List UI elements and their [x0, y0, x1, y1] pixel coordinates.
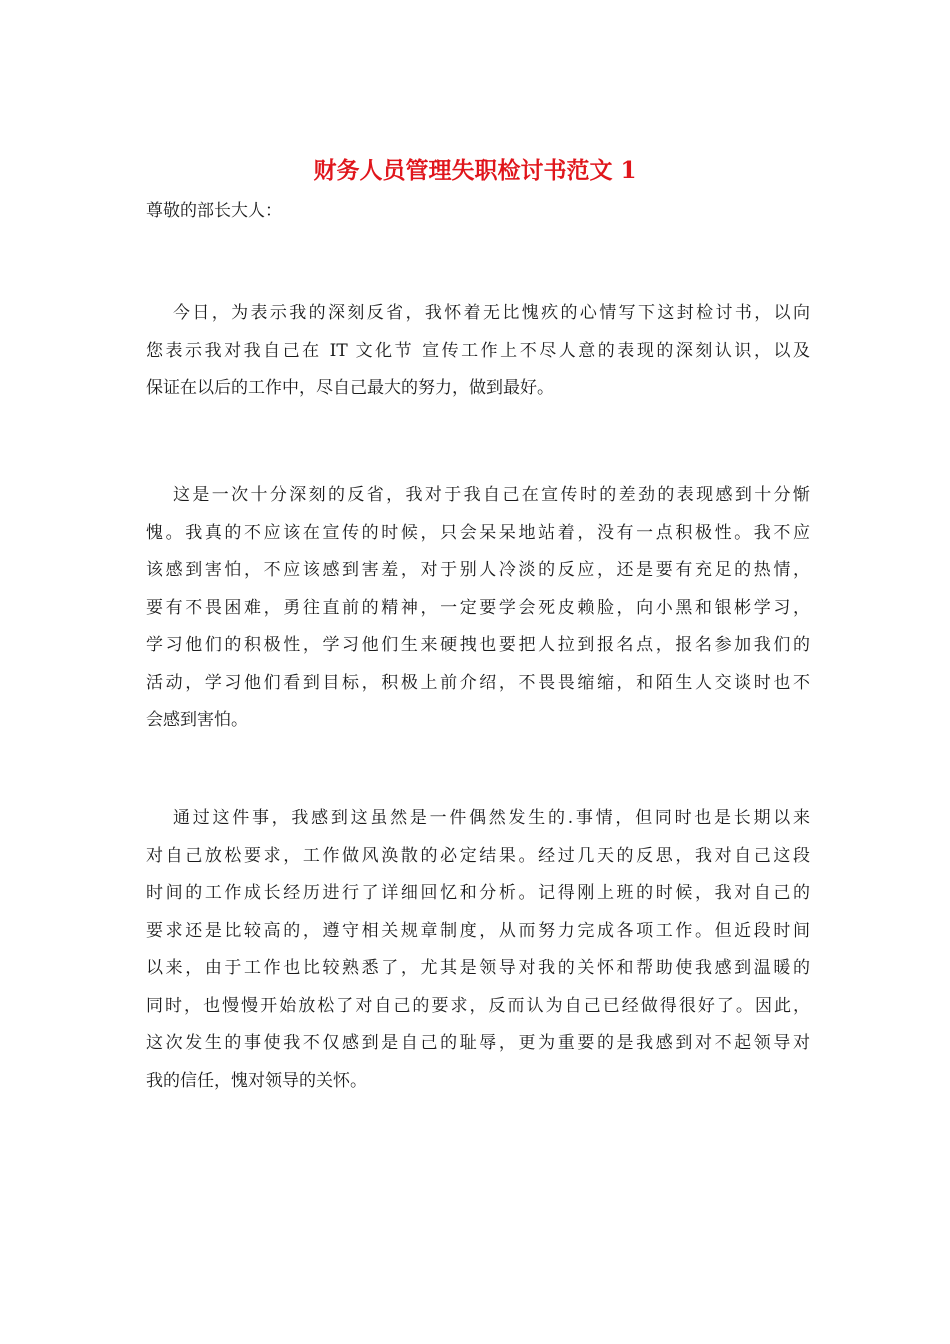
- salutation: 尊敬的部长大人：: [146, 201, 282, 221]
- document-title: 财务人员管理失职检讨书范文 1: [313, 157, 637, 184]
- paragraph-line: 活动，学习他们看到目标，积极上前介绍，不畏畏缩缩，和陌生人交谈时也不: [146, 672, 810, 693]
- paragraph-1: [146, 295, 810, 408]
- paragraph-line: 对自己放松要求，工作做风涣散的必定结果。经过几天的反思，我对自己这段: [146, 845, 810, 866]
- paragraph-line: 愧。我真的不应该在宣传的时候，只会呆呆地站着，没有一点积极性。我不应: [146, 522, 810, 543]
- paragraph-line: 今日，为表示我的深刻反省，我怀着无比愧疚的心情写下这封检讨书，以向: [173, 303, 810, 323]
- paragraph-line: 要求还是比较高的，遵守相关规章制度，从而努力完成各项工作。但近段时间: [146, 920, 810, 941]
- paragraph-line: 这次发生的事使我不仅感到是自己的耻辱，更为重要的是我感到对不起领导对: [146, 1033, 810, 1053]
- paragraph-line: 该感到害怕，不应该感到害羞，对于别人冷淡的反应，还是要有充足的热情，: [146, 560, 810, 580]
- paragraph-3: [146, 800, 810, 1100]
- paragraph-line: 要有不畏困难，勇往直前的精神，一定要学会死皮赖脸，向小黑和银彬学习，: [146, 597, 810, 618]
- paragraph-line: 会感到害怕。: [146, 710, 248, 730]
- paragraph-2: [146, 477, 810, 740]
- paragraph-line: 保证在以后的工作中，尽自己最大的努力，做到最好。: [146, 378, 554, 398]
- paragraph-line: 您表示我对我自己在 IT 文化节 宣传工作上不尽人意的表现的深刻认识，以及: [146, 340, 810, 361]
- paragraph-line: 学习他们的积极性，学习他们生来硬拽也要把人拉到报名点，报名参加我们的: [146, 635, 810, 655]
- paragraph-line: 时间的工作成长经历进行了详细回忆和分析。记得刚上班的时候，我对自己的: [146, 883, 810, 903]
- paragraph-line: 我的信任，愧对领导的关怀。: [146, 1070, 367, 1091]
- paragraph-line: 通过这件事，我感到这虽然是一件偶然发生的.事情，但同时也是长期以来: [173, 808, 810, 828]
- paragraph-line: 同时，也慢慢开始放松了对自己的要求，反而认为自己已经做得很好了。因此，: [146, 995, 810, 1016]
- paragraph-line: 这是一次十分深刻的反省，我对于我自己在宣传时的差劲的表现感到十分惭: [173, 485, 810, 505]
- paragraph-line: 以来，由于工作也比较熟悉了，尤其是领导对我的关怀和帮助使我感到温暖的: [146, 958, 810, 978]
